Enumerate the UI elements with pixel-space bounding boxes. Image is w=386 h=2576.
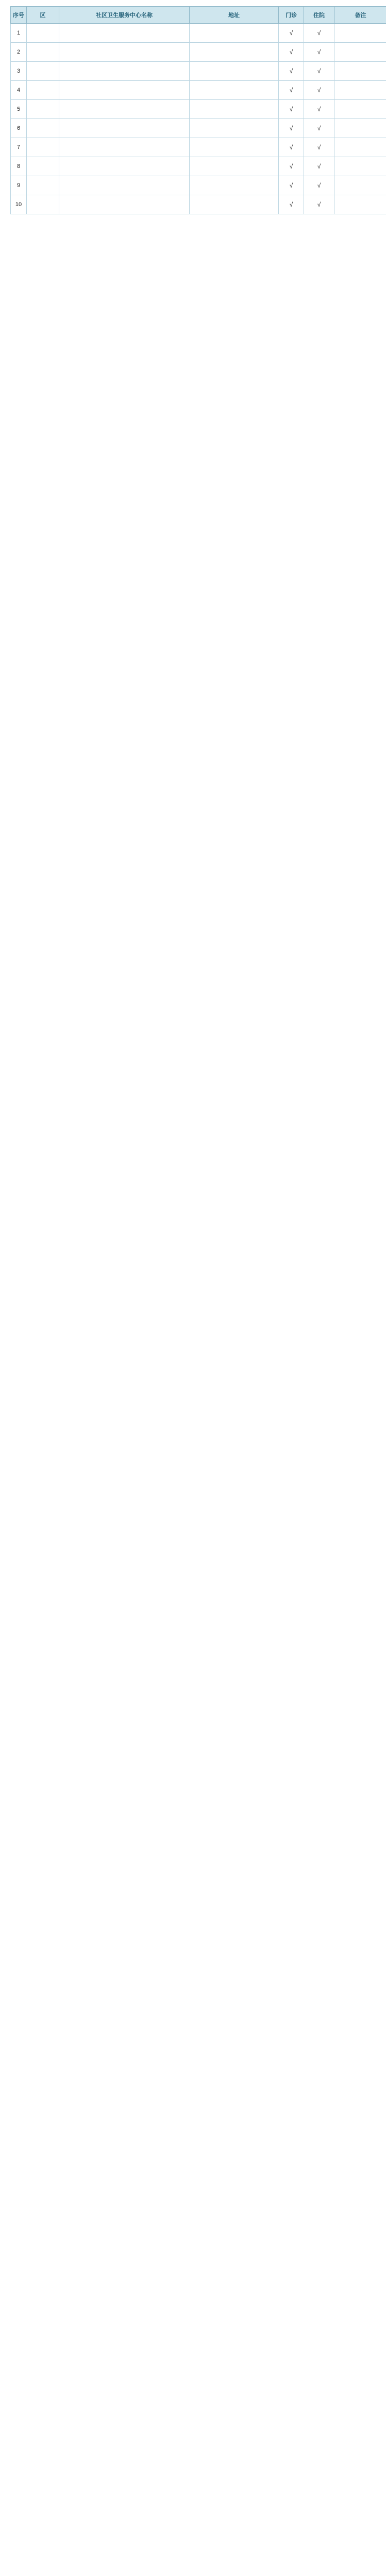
row-note	[334, 138, 386, 157]
row-district	[27, 100, 59, 119]
row-address	[190, 81, 279, 100]
table-row	[11, 195, 386, 214]
row-col-a: √	[279, 119, 304, 138]
row-district	[27, 138, 59, 157]
row-address	[190, 100, 279, 119]
table-row	[11, 62, 386, 81]
row-index: 10	[11, 195, 27, 214]
row-district	[27, 43, 59, 62]
row-col-b: √	[304, 195, 334, 214]
row-index: 9	[11, 176, 27, 195]
row-col-a: √	[279, 24, 304, 43]
col-header-col-a: 门诊	[279, 7, 304, 24]
row-note	[334, 176, 386, 195]
row-index: 5	[11, 100, 27, 119]
col-header-note: 备注	[334, 7, 386, 24]
row-col-b: √	[304, 157, 334, 176]
row-col-a: √	[279, 43, 304, 62]
row-index: 7	[11, 138, 27, 157]
row-address	[190, 62, 279, 81]
header-row	[11, 7, 386, 24]
row-center-name	[59, 81, 190, 100]
row-index: 6	[11, 119, 27, 138]
row-note	[334, 100, 386, 119]
col-header-idx: 序号	[11, 7, 27, 24]
row-district	[27, 195, 59, 214]
row-col-b: √	[304, 43, 334, 62]
row-center-name	[59, 43, 190, 62]
row-center-name	[59, 100, 190, 119]
table-row	[11, 43, 386, 62]
row-center-name	[59, 157, 190, 176]
row-index: 2	[11, 43, 27, 62]
row-district	[27, 157, 59, 176]
row-address	[190, 24, 279, 43]
row-col-b: √	[304, 100, 334, 119]
row-col-a: √	[279, 138, 304, 157]
row-note	[334, 24, 386, 43]
row-note	[334, 195, 386, 214]
row-index: 3	[11, 62, 27, 81]
col-header-name: 社区卫生服务中心名称	[59, 7, 190, 24]
page	[0, 0, 386, 214]
row-center-name	[59, 62, 190, 81]
row-district	[27, 24, 59, 43]
row-address	[190, 119, 279, 138]
table-row	[11, 100, 386, 119]
table-row	[11, 81, 386, 100]
row-address	[190, 157, 279, 176]
row-col-a: √	[279, 62, 304, 81]
row-note	[334, 81, 386, 100]
table-row	[11, 176, 386, 195]
col-header-col-b: 住院	[304, 7, 334, 24]
row-address	[190, 195, 279, 214]
row-col-b: √	[304, 24, 334, 43]
row-col-b: √	[304, 119, 334, 138]
col-header-district: 区	[27, 7, 59, 24]
row-center-name	[59, 176, 190, 195]
row-center-name	[59, 24, 190, 43]
row-col-b: √	[304, 81, 334, 100]
row-note	[334, 62, 386, 81]
row-center-name	[59, 195, 190, 214]
row-col-a: √	[279, 176, 304, 195]
row-district	[27, 62, 59, 81]
col-header-address: 地址	[190, 7, 279, 24]
row-col-a: √	[279, 157, 304, 176]
row-note	[334, 157, 386, 176]
row-address	[190, 176, 279, 195]
table-row	[11, 24, 386, 43]
row-center-name	[59, 138, 190, 157]
row-center-name	[59, 119, 190, 138]
row-index: 1	[11, 24, 27, 43]
table-body	[11, 24, 386, 214]
table-row	[11, 157, 386, 176]
row-district	[27, 81, 59, 100]
table-row	[11, 138, 386, 157]
row-col-a: √	[279, 100, 304, 119]
row-note	[334, 119, 386, 138]
row-col-b: √	[304, 176, 334, 195]
row-district	[27, 176, 59, 195]
row-address	[190, 43, 279, 62]
row-col-b: √	[304, 62, 334, 81]
table-header	[11, 7, 386, 24]
row-col-a: √	[279, 81, 304, 100]
row-index: 4	[11, 81, 27, 100]
row-address	[190, 138, 279, 157]
row-index: 8	[11, 157, 27, 176]
row-district	[27, 119, 59, 138]
row-col-b: √	[304, 138, 334, 157]
row-note	[334, 43, 386, 62]
community-health-center-table	[10, 6, 386, 214]
table-row	[11, 119, 386, 138]
row-col-a: √	[279, 195, 304, 214]
